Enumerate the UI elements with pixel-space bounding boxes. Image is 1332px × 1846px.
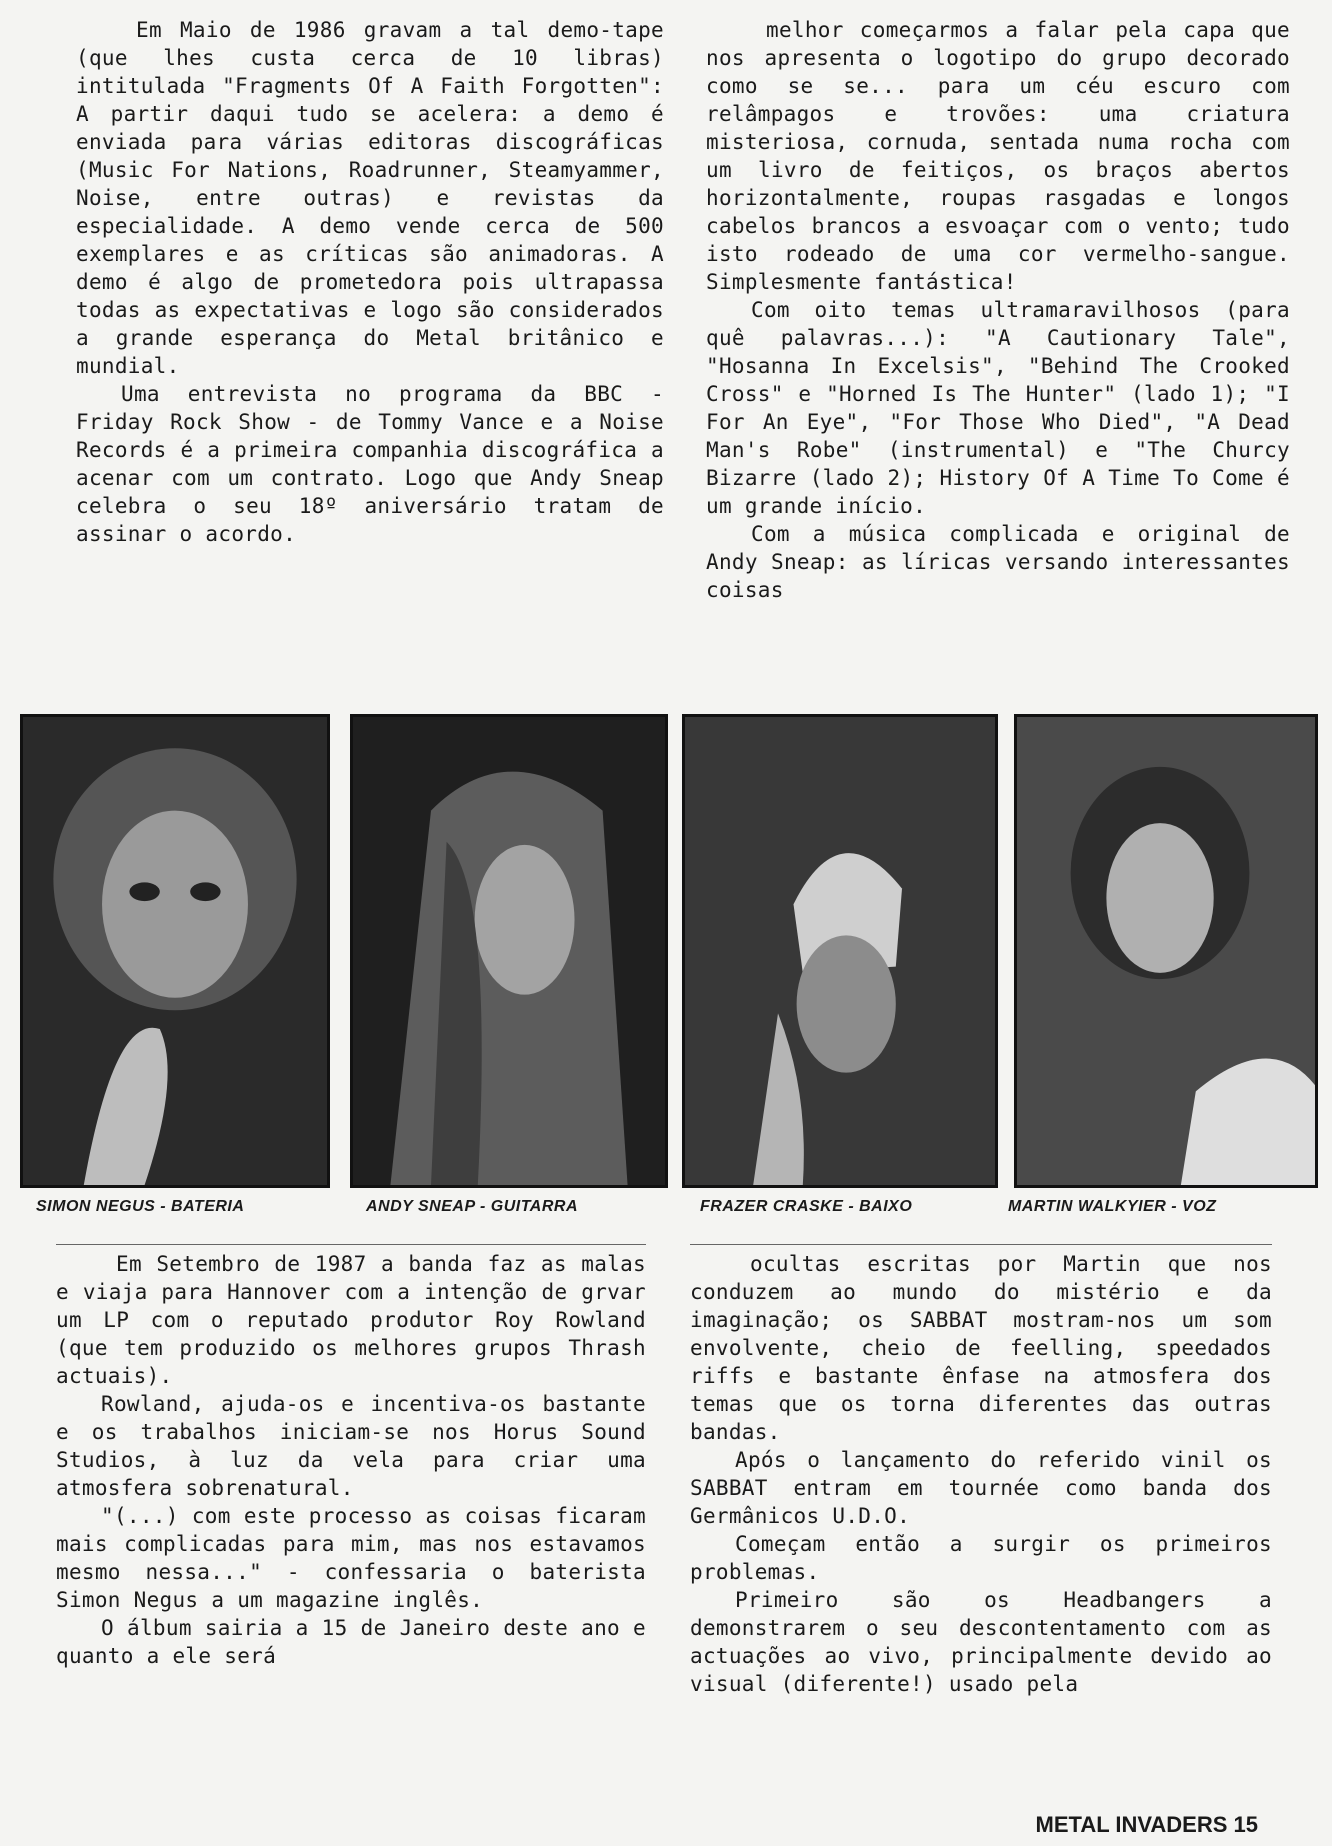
article-column-bottom-left <box>56 1250 646 1670</box>
paragraph: Após o lançamento do referido vinil os SABBAT entram em tournée como banda dos Germânicos U.D.O. <box>690 1448 1272 1528</box>
article-column-top-left <box>76 16 664 548</box>
paragraph: O álbum sairia a 15 de Janeiro deste ano e quanto a ele será <box>56 1616 646 1668</box>
paragraph: Em Setembro de 1987 a banda faz as malas e viaja para Hannover com a intenção de grvar um LP com o reputado produtor Roy Rowland (que tem produzido os melhores grupos Thrash actuais). <box>56 1252 646 1388</box>
photo-caption: SIMON NEGUS - BATERIA <box>36 1198 245 1215</box>
paragraph: Com oito temas ultramaravilhosos (para quê palavras...): "A Cautionary Tale", "Hosanna In Excelsis", "Behind The Crooked Cross" e "Horned Is The Hunter" (lado 1); "I For An Eye", "For Those Who Died", "A Dead Man's Robe" (instrumental) e "The Churcy Bizarre (lado 2); History Of A Time To Come é um grande início. <box>706 298 1290 518</box>
paragraph: melhor começarmos a falar pela capa que nos apresenta o logotipo do grupo decorado como se se... para um céu escuro com relâmpagos e trovões: uma criatura misteriosa, cornuda, sentada numa rocha com um livro de feitiços, os braços abertos horizontalmente, roupas rasgadas e longos cabelos brancos a esvoaçar com o vento; tudo isto rodeado de uma cor vermelho-sangue. Simplesmente fantástica! <box>706 18 1290 294</box>
band-photo-andy-sneap <box>350 714 668 1188</box>
paragraph: "(...) com este processo as coisas ficaram mais complicadas para mim, mas nos estavamos mesmo nessa..." - confessaria o baterista Simon Negus a um magazine inglês. <box>56 1504 646 1612</box>
band-photo-frazer-craske <box>682 714 998 1188</box>
paragraph: Rowland, ajuda-os e incentiva-os bastante e os trabalhos iniciam-se nos Horus Sound Studios, à luz da vela para criar uma atmosfera sobrenatural. <box>56 1392 646 1500</box>
paragraph: Em Maio de 1986 gravam a tal demo-tape (que lhes custa cerca de 10 libras) intitulada "Fragments Of A Faith Forgotten": A partir daqui tudo se acelera: a demo é enviada para várias editoras discográficas (Music For Nations, Roadrunner, Steamyammer, Noise, entre outras) e revistas da especialidade. A demo vende cerca de 500 exemplares e as críticas são animadoras. A demo é algo de prometedora pois ultrapassa todas as expectativas e logo são considerados a grande esperança do Metal britânico e mundial. <box>76 18 664 378</box>
paragraph: ocultas escritas por Martin que nos conduzem ao mundo do mistério e da imaginação; os SABBAT mostram-nos um som envolvente, cheio de feelling, speedados riffs e bastante ênfase na atmosfera dos temas que os torna diferentes das outras bandas. <box>690 1252 1272 1444</box>
paragraph: Uma entrevista no programa da BBC - Friday Rock Show - de Tommy Vance e a Noise Records é a primeira companhia discográfica a acenar com um contrato. Logo que Andy Sneap celebra o seu 18º aniversário tratam de assinar o acordo. <box>76 382 664 546</box>
photo-caption: MARTIN WALKYIER - VOZ <box>1008 1198 1217 1215</box>
paragraph: Começam então a surgir os primeiros problemas. <box>690 1532 1272 1584</box>
article-column-bottom-right <box>690 1250 1272 1698</box>
photo-caption: FRAZER CRASKE - BAIXO <box>700 1198 913 1215</box>
column-rule <box>56 1244 646 1245</box>
article-column-top-right <box>706 16 1290 604</box>
band-photo-simon-negus <box>20 714 330 1188</box>
paragraph: Com a música complicada e original de Andy Sneap: as líricas versando interessantes coisas <box>706 522 1290 602</box>
paragraph: Primeiro são os Headbangers a demonstrarem o seu descontentamento com as actuações ao vivo, principalmente devido ao visual (diferente!) usado pela <box>690 1588 1272 1696</box>
band-photo-martin-walkyier <box>1014 714 1318 1188</box>
column-rule <box>690 1244 1272 1245</box>
photo-caption: ANDY SNEAP - GUITARRA <box>366 1198 578 1215</box>
page-footer: METAL INVADERS 15 <box>1035 1812 1258 1837</box>
